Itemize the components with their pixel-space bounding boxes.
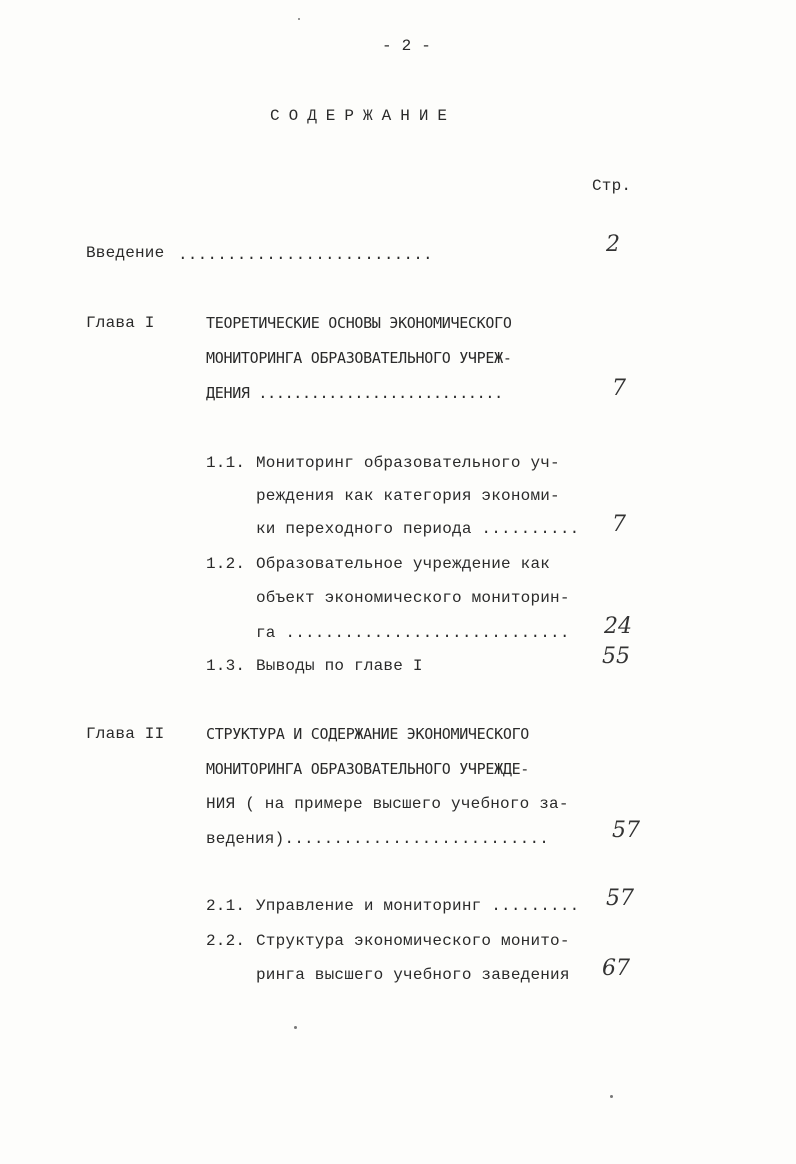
chapter-1-line-2: МОНИТОРИНГА ОБРАЗОВАТЕЛЬНОГО УЧРЕЖ- (206, 349, 512, 367)
section-1-1-line-2: реждения как категория экономи- (256, 487, 560, 505)
section-1-1-page: 7 (612, 512, 626, 537)
chapter-2-line-3: НИЯ ( на примере высшего учебного за- (206, 795, 569, 813)
intro-label: Введение (86, 244, 165, 262)
section-1-1-line-3: ки переходного периода .......... (256, 520, 580, 538)
page-title: СОДЕРЖАНИЕ (270, 107, 457, 125)
intro-page: 2 (606, 232, 620, 257)
section-1-2-line-3: га ............................. (256, 624, 570, 642)
scan-speck (610, 1095, 613, 1098)
scan-speck (298, 18, 300, 20)
section-2-1-title: Управление и мониторинг ......... (256, 897, 580, 915)
scan-speck (294, 1026, 297, 1029)
chapter-2-line-4: ведения)........................... (206, 830, 550, 848)
chapter-2-label: Глава II (86, 725, 165, 743)
section-1-3-number: 1.3. (206, 657, 246, 675)
section-2-1-number: 2.1. (206, 897, 246, 915)
section-2-2-line-1: Структура экономического монито- (256, 932, 570, 950)
section-1-1-number: 1.1. (206, 454, 246, 472)
section-1-2-line-1: Образовательное учреждение как (256, 555, 551, 573)
section-1-2-line-2: объект экономического мониторин- (256, 589, 570, 607)
page-number: - 2 - (382, 37, 432, 55)
section-1-3-page: 55 (602, 644, 630, 669)
section-2-2-number: 2.2. (206, 932, 246, 950)
section-1-2-number: 1.2. (206, 555, 246, 573)
section-2-2-page: 67 (602, 956, 630, 981)
chapter-2-page: 57 (612, 818, 640, 843)
chapter-1-page: 7 (612, 376, 626, 401)
section-1-3-title: Выводы по главе I (256, 657, 423, 675)
intro-dots: .......................... (178, 246, 433, 264)
chapter-2-line-2: МОНИТОРИНГА ОБРАЗОВАТЕЛЬНОГО УЧРЕЖДЕ- (206, 760, 530, 778)
chapter-2-line-1: СТРУКТУРА И СОДЕРЖАНИЕ ЭКОНОМИЧЕСКОГО (206, 725, 530, 743)
section-2-1-page: 57 (606, 886, 634, 911)
chapter-1-line-3: ДЕНИЯ ............................ (206, 384, 503, 402)
section-1-2-page: 24 (604, 614, 632, 639)
section-2-2-line-2: ринга высшего учебного заведения (256, 966, 570, 984)
page-column-header: Стр. (592, 177, 632, 195)
chapter-1-label: Глава I (86, 314, 155, 332)
chapter-1-line-1: ТЕОРЕТИЧЕСКИЕ ОСНОВЫ ЭКОНОМИЧЕСКОГО (206, 314, 512, 332)
section-1-1-line-1: Мониторинг образовательного уч- (256, 454, 560, 472)
